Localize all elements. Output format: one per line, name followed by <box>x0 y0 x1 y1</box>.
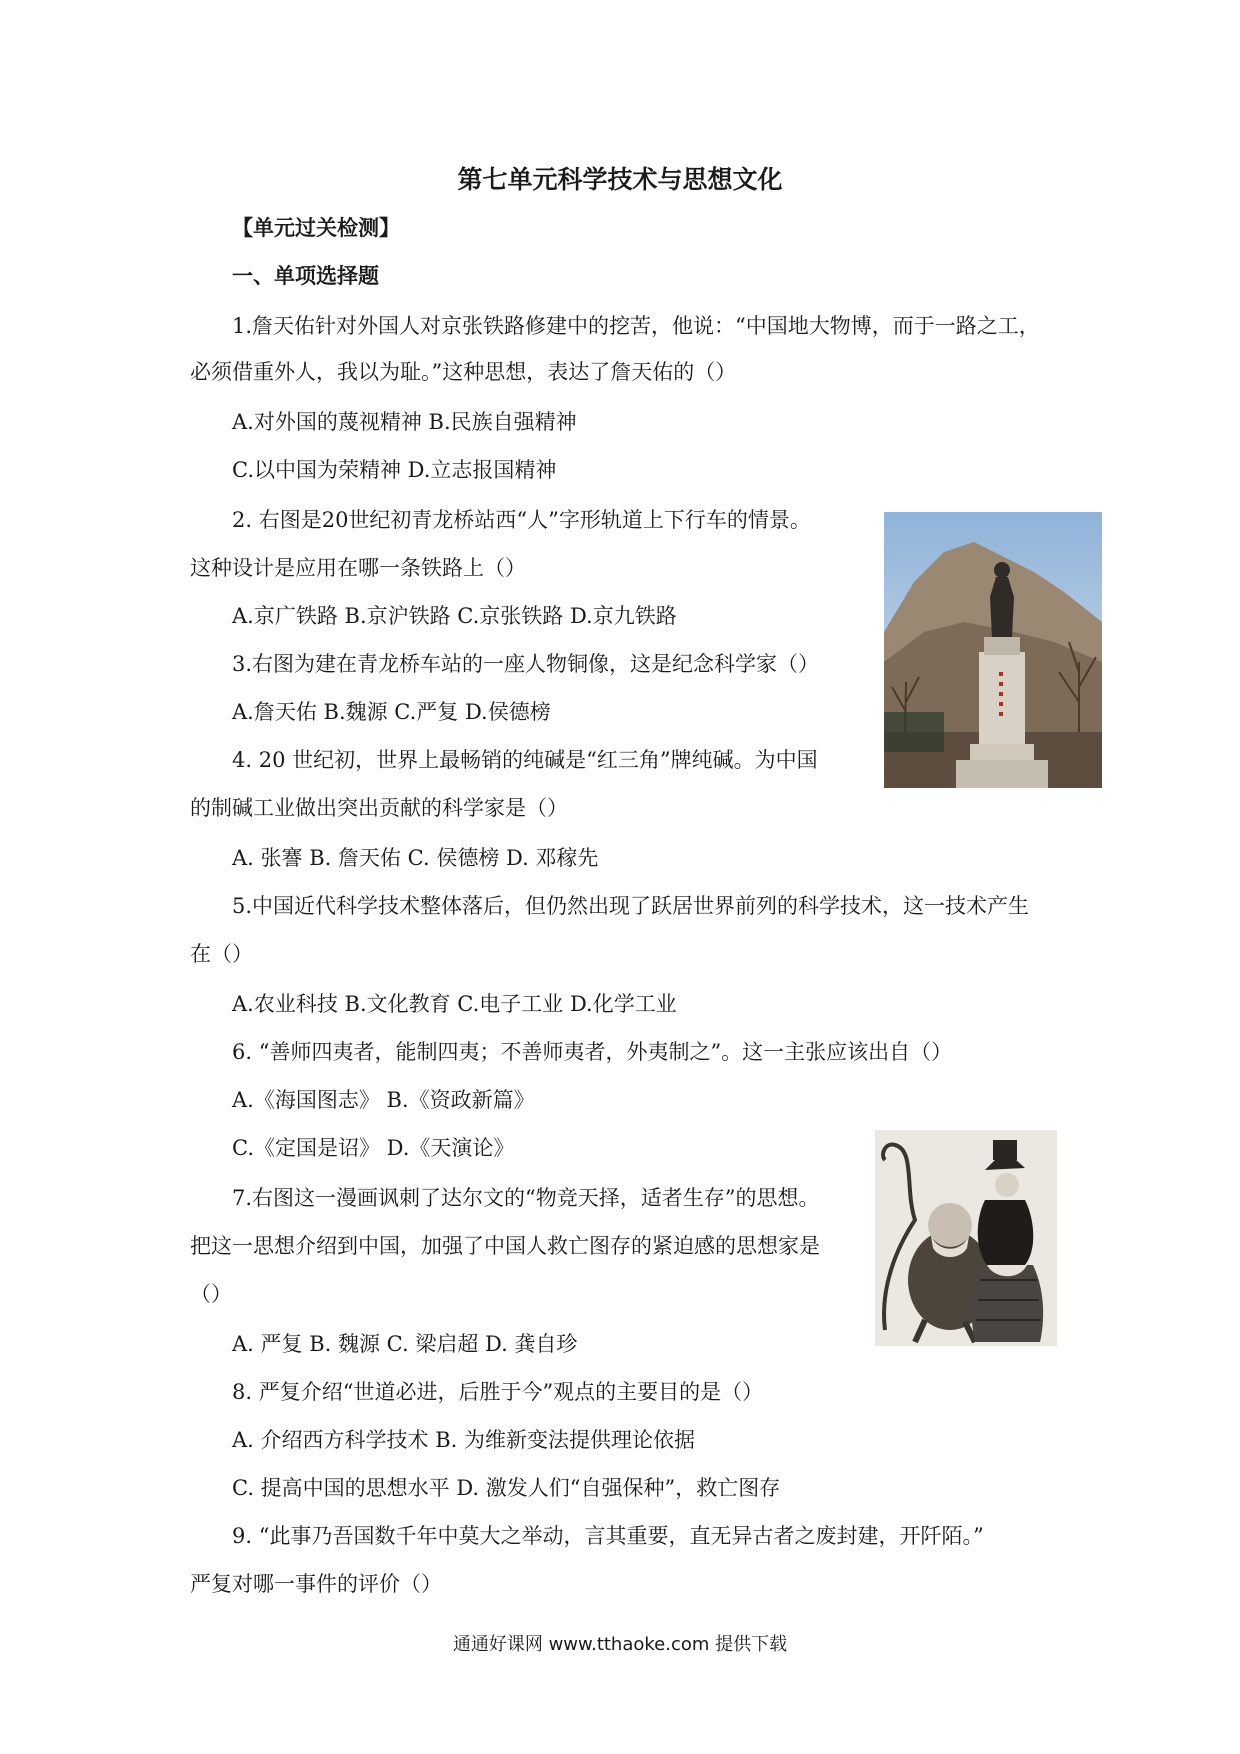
question-1-options-ab: A.对外国的蔑视精神 B.民族自强精神 <box>232 410 577 434</box>
question-6-line-1: 6. “善师四夷者，能制四夷；不善师夷者，外夷制之”。这一主张应该出自（） <box>232 1040 953 1064</box>
question-4-options: A. 张謇 B. 詹天佑 C. 侯德榜 D. 邓稼先 <box>232 846 599 870</box>
question-3-options: A.詹天佑 B.魏源 C.严复 D.侯德榜 <box>232 700 551 724</box>
question-5-line-1: 5.中国近代科学技术整体落后，但仍然出现了跃居世界前列的科学技术，这一技术产生 <box>232 894 1030 918</box>
question-4-line-1: 4. 20 世纪初，世界上最畅销的纯碱是“红三角”牌纯碱。为中国 <box>232 748 818 772</box>
question-8-options-cd: C. 提高中国的思想水平 D. 激发人们“自强保种”，救亡图存 <box>232 1476 781 1500</box>
question-3-line-1: 3.右图为建在青龙桥车站的一座人物铜像，这是纪念科学家（） <box>232 652 820 676</box>
question-5-options: A.农业科技 B.文化教育 C.电子工业 D.化学工业 <box>232 992 677 1016</box>
question-1-options-cd: C.以中国为荣精神 D.立志报国精神 <box>232 458 557 482</box>
question-8-options-ab: A. 介绍西方科学技术 B. 为维新变法提供理论依据 <box>232 1428 695 1452</box>
question-9-line-2: 严复对哪一事件的评价（） <box>190 1572 442 1596</box>
question-7-line-2: 把这一思想介绍到中国，加强了中国人救亡图存的紧迫感的思想家是 <box>190 1234 820 1258</box>
question-8-line-1: 8. 严复介绍“世道必进，后胜于今”观点的主要目的是（） <box>232 1380 764 1404</box>
page-title: 第七单元科学技术与思想文化 <box>457 165 783 194</box>
question-7-options: A. 严复 B. 魏源 C. 梁启超 D. 龚自珍 <box>232 1332 578 1356</box>
question-2-line-1: 2. 右图是20世纪初青龙桥站西“人”字形轨道上下行车的情景。 <box>232 508 811 532</box>
question-1-line-1: 1.詹天佑针对外国人对京张铁路修建中的挖苦，他说：“中国地大物博，而于一路之工， <box>232 314 1040 338</box>
question-9-line-1: 9. “此事乃吾国数千年中莫大之举动，言其重要，直无异古者之废封建，开阡陌。” <box>232 1524 984 1548</box>
statue-photo-image <box>884 512 1102 788</box>
question-6-options-ab: A.《海国图志》 B.《资政新篇》 <box>232 1088 535 1112</box>
statue-photo <box>884 512 1102 788</box>
question-6-options-cd: C.《定国是诏》 D.《天演论》 <box>232 1136 515 1160</box>
question-2-options: A.京广铁路 B.京沪铁路 C.京张铁路 D.京九铁路 <box>232 604 677 628</box>
part-label: 一、单项选择题 <box>232 264 379 288</box>
question-5-line-2: 在（） <box>190 942 253 966</box>
question-7-line-3: （） <box>190 1282 232 1306</box>
darwin-cartoon <box>875 1130 1057 1346</box>
question-7-line-1: 7.右图这一漫画讽刺了达尔文的“物竞天择，适者生存”的思想。 <box>232 1186 820 1210</box>
footer-download-notice: 通通好课网 www.tthaoke.com 提供下载 <box>452 1634 788 1655</box>
darwin-cartoon-image <box>875 1130 1057 1346</box>
question-4-line-2: 的制碱工业做出突出贡献的科学家是（） <box>190 796 568 820</box>
section-label: 【单元过关检测】 <box>232 216 400 240</box>
question-1-line-2: 必须借重外人，我以为耻。”这种思想，表达了詹天佑的（） <box>190 360 737 384</box>
question-2-line-2: 这种设计是应用在哪一条铁路上（） <box>190 556 526 580</box>
